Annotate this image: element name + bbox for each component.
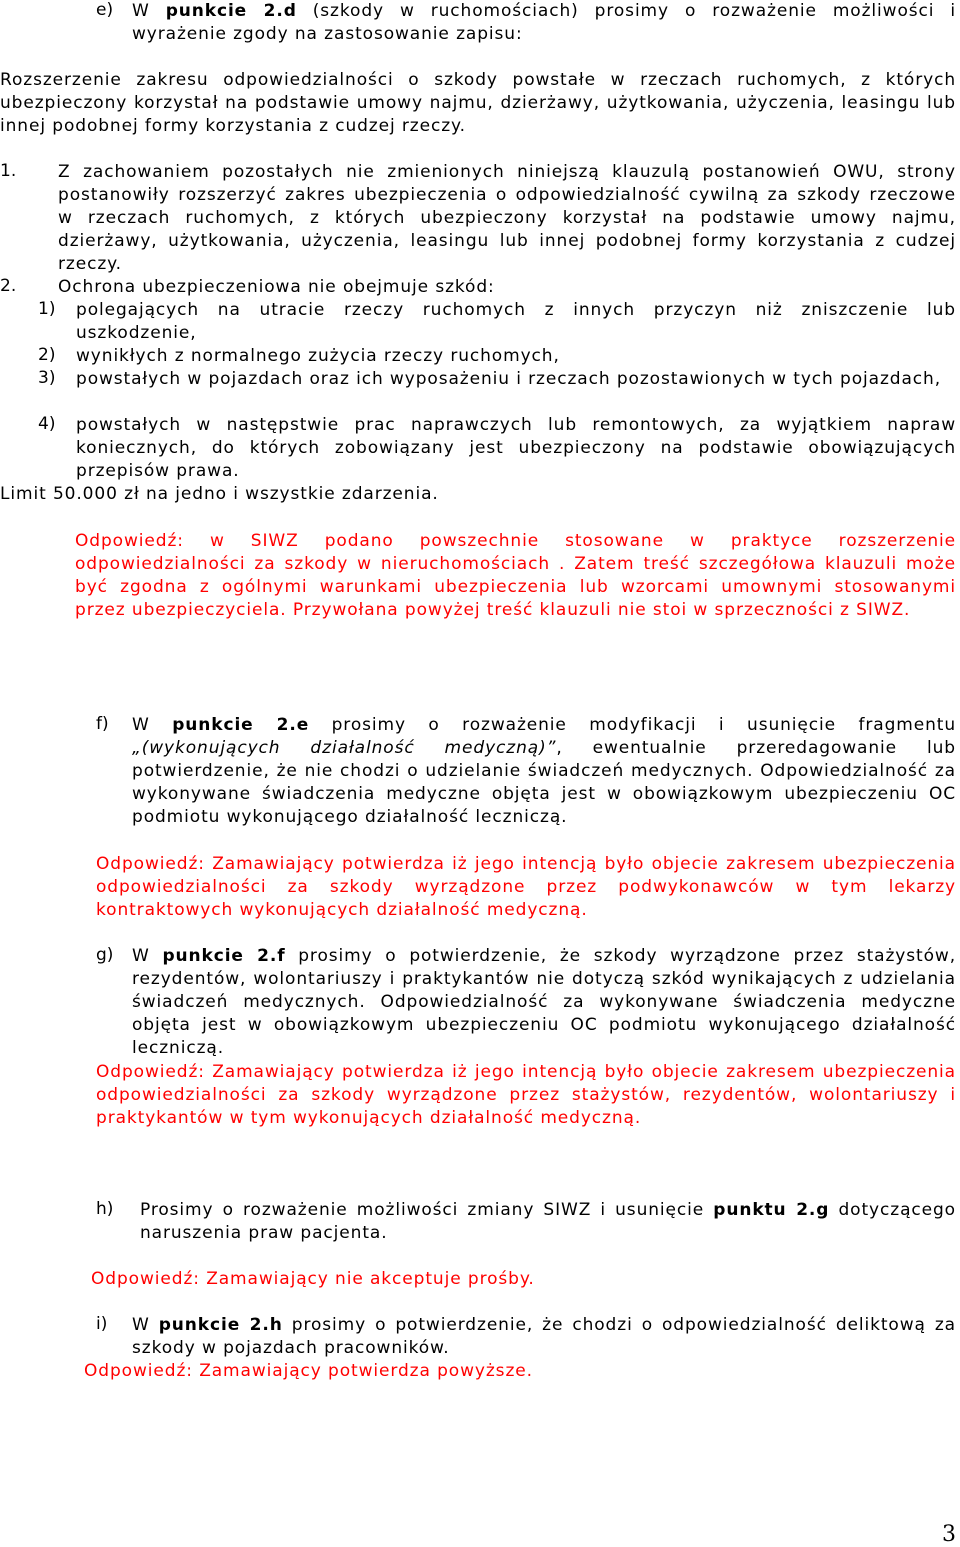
limit-text: Limit 50.000 zł na jedno i wszystkie zdarzenia.	[0, 484, 439, 504]
section-h-answer: Odpowiedź: Zamawiający nie akceptuje prośby.	[91, 1269, 535, 1289]
section-f-ref: punkcie 2.e	[172, 715, 310, 735]
clause-intro: Rozszerzenie zakresu odpowiedzialności o szkody powstałe w rzeczach ruchomych, z których ubezpieczony korzystał na podstawie umowy najmu, dzierżawy, użytkowania, użyczenia, leasingu lub innej podobnej formy korzystania z cudzej rzeczy.	[0, 70, 956, 136]
sub-item	[38, 345, 956, 368]
sub-item	[38, 414, 956, 483]
section-g-ref: punkcie 2.f	[162, 946, 286, 966]
section-h-ref: punktu 2.g	[713, 1200, 830, 1220]
section-g-answer: Odpowiedź: Zamawiający potwierdza iż jego intencją było objecie zakresem ubezpieczenia odpowiedzialności za szkody wyrządzone przez stażystów, rezydentów, wolontariuszy i praktykantów w tym wykonujących działalność medyczną.	[96, 1062, 956, 1128]
sub-item-label: 1)	[38, 299, 56, 319]
sub-item-text: powstałych w pojazdach oraz ich wyposażeniu i rzeczach pozostawionych w tych pojazdach,	[76, 369, 942, 389]
clause-item-2-label: 2.	[0, 276, 17, 296]
section-f-answer: Odpowiedź: Zamawiający potwierdza iż jego intencją było objecie zakresem ubezpieczenia odpowiedzialności za szkody wyrządzone przez podwykonawców w tym lekarzy kontraktowych wykonujących działalność medyczną.	[96, 854, 956, 920]
section-i-answer: Odpowiedź: Zamawiający potwierdza powyższe.	[84, 1361, 533, 1381]
section-f-intro: W	[132, 715, 173, 735]
sub-item	[38, 299, 956, 345]
section-i-rest: prosimy o potwierdzenie, że chodzi o odpowiedzialność deliktową za szkody w pojazdach pracowników.	[132, 1315, 957, 1358]
section-f-label: f)	[96, 714, 109, 734]
section-g-text	[132, 945, 956, 1060]
section-h-rest: dotyczącego naruszenia praw pacjenta.	[140, 1200, 956, 1243]
section-e-intro: W	[132, 1, 166, 21]
section-e-question	[96, 0, 956, 46]
section-g-intro: W	[132, 946, 163, 966]
section-h-label: h)	[96, 1199, 114, 1219]
sub-item-label: 2)	[38, 345, 56, 365]
section-i-question	[96, 1314, 956, 1360]
section-e-label: e)	[96, 0, 114, 20]
sub-item-text: powstałych w następstwie prac naprawczych lub remontowych, za wyjątkiem napraw koniecznych, do których zobowiązany jest ubezpieczony na podstawie obowiązujących przepisów prawa.	[76, 415, 956, 481]
clause-item-1-text: Z zachowaniem pozostałych nie zmienionych niniejszą klauzulą postanowień OWU, strony postanowiły rozszerzyć zakres ubezpieczenia o odpowiedzialność cywilną za szkody rzeczowe w rzeczach ruchomych, z których ubezpieczony korzystał na podstawie umowy najmu, dzierżawy, użytkowania, użyczenia, leasingu lub innej podobnej formy korzystania z cudzej rzeczy.	[58, 162, 956, 274]
section-e-ref: punkcie 2.d	[165, 1, 297, 21]
section-g-question	[96, 945, 956, 1060]
section-h-question	[96, 1199, 956, 1245]
clause-item-1	[0, 161, 956, 276]
sub-item-text: polegających na utracie rzeczy ruchomych z innych przyczyn niż zniszczenie lub uszkodzenie,	[76, 300, 956, 343]
clause-item-2	[0, 276, 956, 299]
clause-item-1-label: 1.	[0, 161, 17, 181]
sub-item-text: wynikłych z normalnego zużycia rzeczy ruchomych,	[76, 346, 560, 366]
section-g-label: g)	[96, 945, 114, 965]
section-i-label: i)	[96, 1314, 108, 1334]
page-number: 3	[942, 1522, 956, 1547]
section-f-rest1: prosimy o rozważenie modyfikacji i usunięcie fragmentu	[309, 715, 957, 735]
sub-item	[38, 368, 956, 391]
section-f-question	[96, 714, 956, 829]
section-i-ref: punkcie 2.h	[158, 1315, 283, 1335]
section-f-rest2: , ewentualnie przeredagowanie lub potwierdzenie, że nie chodzi o udzielanie świadczeń medycznych. Odpowiedzialność za wykonywane świadczenia medyczne objęta jest w obowiązkowym ubezpieczeniu OC podmiotu wykonującego działalność leczniczą.	[132, 738, 956, 827]
section-h-intro: Prosimy o rozważenie możliwości zmiany SIWZ i usunięcie	[140, 1200, 714, 1220]
sub-item-label: 4)	[38, 414, 56, 434]
section-i-text	[132, 1314, 956, 1360]
section-f-quote: „(wykonujących działalność medyczną)”	[132, 738, 557, 758]
clause-item-2-text: Ochrona ubezpieczeniowa nie obejmuje szkód:	[58, 277, 495, 297]
section-f-text	[132, 714, 956, 829]
section-e-text	[132, 0, 956, 46]
section-i-intro: W	[132, 1315, 159, 1335]
sub-item-label: 3)	[38, 368, 56, 388]
section-h-text	[140, 1199, 956, 1245]
section-e-answer: Odpowiedź: w SIWZ podano powszechnie stosowane w praktyce rozszerzenie odpowiedzialności za szkody w nieruchomościach . Zatem treść szczegółowa klauzuli może być zgodna z ogólnymi warunkami ubezpieczenia lub wzorcami umownymi stosowanymi przez ubezpieczyciela. Przywołana powyżej treść klauzuli nie stoi w sprzeczności z SIWZ.	[75, 531, 956, 620]
section-g-rest: prosimy o potwierdzenie, że szkody wyrządzone przez stażystów, rezydentów, wolontariuszy i praktykantów nie dotyczą szkód wynikających z udzielania świadczeń medycznych. Odpowiedzialność za wykonywane świadczenia medyczne objęta jest w obowiązkowym ubezpieczeniu OC podmiotu wykonującego działalność leczniczą.	[132, 946, 956, 1058]
section-e-rest: (szkody w ruchomościach) prosimy o rozważenie możliwości i wyrażenie zgody na zastosowanie zapisu:	[132, 1, 957, 44]
